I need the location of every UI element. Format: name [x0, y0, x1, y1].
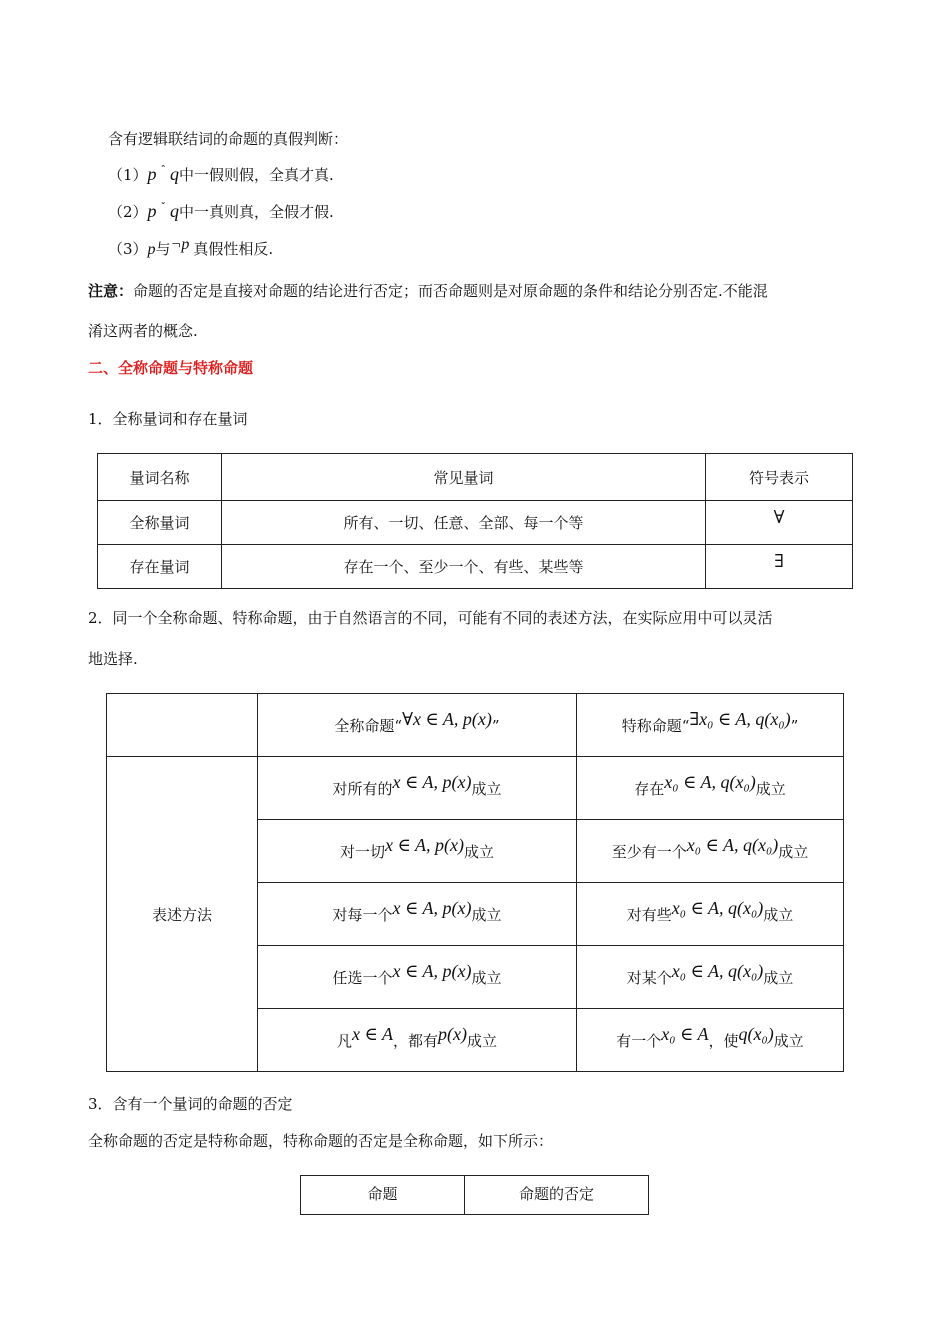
symbol-p: p [147, 241, 156, 258]
existential-cell [577, 1009, 844, 1072]
universal-cell [258, 1009, 577, 1072]
universal-cell [258, 883, 577, 946]
intro-title: 含有逻辑联结词的命题的真假判断： [108, 130, 349, 148]
item-text: 真假性相反. [193, 240, 274, 258]
symbol-p: p [147, 201, 157, 221]
existential-cell [577, 757, 844, 820]
row-label-cell: 表述方法 [107, 757, 258, 1072]
cell-text: 成立 [471, 968, 502, 987]
cell-text: 对某个 [626, 968, 672, 987]
universal-cell [258, 946, 577, 1009]
existential-cell [577, 946, 844, 1009]
header-cell: 命题 [301, 1176, 465, 1215]
symbol-p: p [147, 164, 157, 184]
intro-item-1 [108, 164, 334, 185]
table-cell: 所有、一切、任意、全部、每一个等 [222, 501, 706, 545]
universal-cell [258, 757, 577, 820]
cell-text: 凡 [336, 1031, 352, 1050]
connector-text: 与 [155, 240, 171, 258]
table-row [107, 757, 844, 820]
negation-table [300, 1175, 649, 1215]
cell-text: 存在 [634, 779, 665, 798]
cell-math: x₀ ∈ A, q(x₀) [671, 960, 764, 981]
cell-math: x₀ ∈ A, q(x₀) [664, 771, 756, 792]
existential-cell [577, 820, 844, 883]
table-cell: 全称量词 [98, 501, 222, 545]
cell-math: q(x₀) [738, 1023, 774, 1044]
item1-title: 1．全称量词和存在量词 [88, 410, 248, 428]
header-cell: 量词名称 [98, 454, 222, 501]
intro-item-2 [108, 201, 334, 222]
empty-header-cell [107, 694, 258, 757]
item2-line-2: 地选择. [88, 650, 138, 668]
table-cell: 存在量词 [98, 545, 222, 589]
intro-item-3 [108, 238, 273, 259]
cell-text: 成立 [466, 1031, 497, 1050]
item-number: （3） [108, 240, 148, 258]
note-line-2: 淆这两者的概念. [88, 322, 198, 340]
or-operator: ˇ [160, 201, 167, 214]
header-quote: ” [790, 716, 799, 735]
symbol-q: q [170, 164, 180, 184]
cell-text: 成立 [463, 842, 494, 861]
table-row [98, 545, 853, 589]
item-number: （1） [108, 166, 148, 184]
negation-p: ¬p [170, 236, 190, 253]
table-cell: 存在一个、至少一个、有些、某些等 [222, 545, 706, 589]
existential-cell [577, 883, 844, 946]
exists-symbol: ∃ [706, 545, 853, 589]
note-line-1 [88, 280, 768, 301]
table-header-row [301, 1176, 649, 1215]
cell-text: 对有些 [626, 905, 672, 924]
cell-text: ，都有 [392, 1031, 438, 1050]
note-text: 命题的否定是直接对命题的结论进行否定；而否命题则是对原命题的条件和结论分别否定.不能混 [133, 282, 768, 300]
header-cell: 符号表示 [706, 454, 853, 501]
cell-text: 对每一个 [332, 905, 393, 924]
header-cell: 命题的否定 [465, 1176, 649, 1215]
quantifier-table [97, 453, 853, 589]
universal-cell [258, 820, 577, 883]
cell-text: 成立 [471, 905, 502, 924]
header-text: 特称命题“ [621, 716, 690, 735]
header-math: ∀x ∈ A, p(x) [402, 708, 492, 729]
cell-math: x ∈ A, p(x) [392, 960, 472, 981]
item3-desc: 全称命题的否定是特称命题，特称命题的否定是全称命题，如下所示： [88, 1132, 554, 1150]
header-cell: 常见量词 [222, 454, 706, 501]
cell-text: 成立 [763, 905, 794, 924]
item-text: 中一真则真，全假才假. [179, 203, 334, 221]
cell-text: 成立 [763, 968, 794, 987]
cell-text: 成立 [773, 1031, 804, 1050]
cell-text: 对一切 [340, 842, 386, 861]
cell-text: 对所有的 [332, 779, 393, 798]
expression-table [106, 693, 844, 1072]
cell-text: 任选一个 [332, 968, 393, 987]
item-text: 中一假则假，全真才真. [179, 166, 334, 184]
table-header-row [107, 694, 844, 757]
cell-text: 成立 [755, 779, 786, 798]
section-heading: 二、全称命题与特称命题 [88, 359, 254, 377]
and-operator: ˆ [160, 164, 167, 177]
item3-title: 3．含有一个量词的命题的否定 [88, 1095, 293, 1113]
cell-math: x ∈ A, p(x) [385, 834, 464, 855]
universal-header-cell [258, 694, 577, 757]
header-text: 全称命题“ [334, 716, 403, 735]
item2-line-1: 2．同一个全称命题、特称命题，由于自然语言的不同，可能有不同的表述方法，在实际应用中可以灵活 [88, 609, 773, 627]
cell-math: p(x) [438, 1023, 467, 1044]
cell-math: x ∈ A [352, 1023, 393, 1044]
table-header-row [98, 454, 853, 501]
header-quote: ” [491, 716, 500, 735]
cell-text: ，使 [708, 1031, 739, 1050]
cell-math: x₀ ∈ A, q(x₀) [686, 834, 779, 855]
cell-text: 成立 [471, 779, 502, 798]
cell-math: x₀ ∈ A, q(x₀) [671, 897, 764, 918]
cell-math: x₀ ∈ A [661, 1023, 709, 1044]
table-row [98, 501, 853, 545]
item-number: （2） [108, 203, 148, 221]
cell-text: 有一个 [616, 1031, 662, 1050]
cell-math: x ∈ A, p(x) [392, 897, 472, 918]
cell-text: 成立 [778, 842, 809, 861]
cell-math: x ∈ A, p(x) [392, 771, 472, 792]
cell-text: 至少有一个 [611, 842, 687, 861]
existential-header-cell [577, 694, 844, 757]
note-label: 注意： [88, 282, 134, 300]
header-math: ∃x₀ ∈ A, q(x₀) [689, 708, 791, 729]
forall-symbol: ∀ [706, 501, 853, 545]
symbol-q: q [170, 201, 180, 221]
